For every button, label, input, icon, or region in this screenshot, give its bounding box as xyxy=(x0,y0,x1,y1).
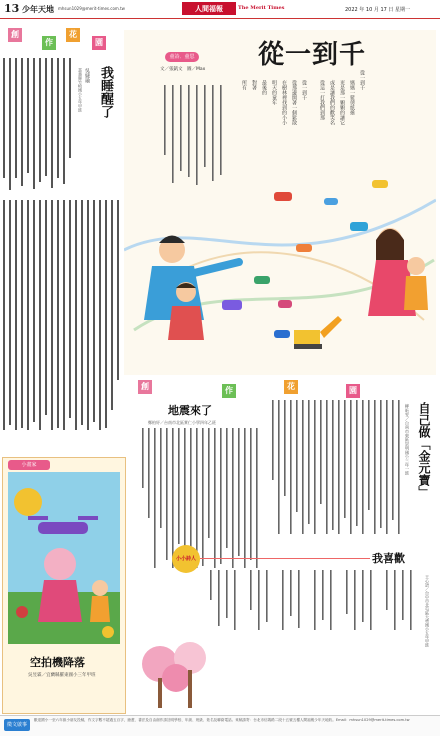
poem-line-12: 所有 xyxy=(241,80,247,90)
page-number: 13 xyxy=(4,2,20,15)
article-title-earthquake: 地震來了 xyxy=(168,404,212,417)
pink-trees-illustration xyxy=(138,640,218,712)
feature-title: 從一到千 xyxy=(258,40,367,70)
feature-byline: 文／張凱文 圖／Max xyxy=(160,67,206,72)
footer-badge: 徵文啟事 xyxy=(4,719,30,731)
poem-line-5: 從這一打我們到那 xyxy=(319,80,325,120)
article-body-gold xyxy=(264,400,404,540)
bottom-tag-4: 園 xyxy=(346,384,360,398)
poem-line-9: 明天的童年 xyxy=(271,80,277,105)
divider xyxy=(200,558,370,559)
article-school-wakeup: 嘉義縣竹崎國小五年甲班 xyxy=(78,68,83,112)
girl-figure xyxy=(404,257,428,310)
footer-notice: 歡迎國小一至六年級小朋友投稿，作文字數不超過五百字，繪畫、書法及自由創作請註明學校、年級、班級、姓名及聯絡電話。來稿請寄：台北市信義路二段十五號五樓人間福報少年天地收。Email：mhsun1029@merit-times.com.tw xyxy=(34,718,410,722)
poem-line-4: 或是讓我們的歡笑名 xyxy=(329,80,335,125)
article-author-earthquake: 鄭柏妤／台南市北區實仁小學四年乙班 xyxy=(148,420,216,425)
poem-body-left xyxy=(160,85,230,195)
article-author-wakeup: 吳婕瑜 xyxy=(84,68,90,83)
banner-tag-3: 花 xyxy=(66,28,80,42)
banner-tag-1: 創 xyxy=(8,28,22,42)
article-title-gold: 自己做「金元寶」 xyxy=(417,402,431,498)
article-body-ilike xyxy=(200,570,415,650)
feature-column-badge: 童詩．童思 xyxy=(165,52,199,62)
article-author-ilike: 王心語／台中市北屯區大勇國小五年甲班 xyxy=(425,575,430,647)
article-body-wakeup xyxy=(0,50,122,450)
art-author: 吳昱霖／宜蘭縣羅東國小三年甲班 xyxy=(28,673,96,678)
brand-logo: 人間福報 xyxy=(182,2,236,15)
issue-date: 2022 年 10 月 17 日 星期一 xyxy=(345,7,410,13)
poem-line-11: 對著 xyxy=(251,80,257,90)
banner-tag-4: 園 xyxy=(92,36,106,50)
poem-line-1: 從一到千 xyxy=(359,70,365,90)
little-poet-badge: 小小詩人 xyxy=(172,545,200,573)
article-title-wakeup: 我睡醒了 xyxy=(98,66,113,118)
artwork-drone-landing xyxy=(8,472,120,644)
article-body-earthquake xyxy=(140,428,262,578)
section-title: 少年天地 xyxy=(22,5,54,14)
article-author-gold: 柳昕雯／台南市東區崇明國小三年一班 xyxy=(405,404,410,476)
bottom-tag-2: 作 xyxy=(222,384,236,398)
art-badge: 小畫家 xyxy=(8,460,50,470)
poem-line-2: 媽媽一籃剪紙捲 xyxy=(349,80,355,115)
brand-english: The Merit Times xyxy=(238,5,285,11)
poem-line-7: 從那邊開著一個鬆散 xyxy=(291,80,297,125)
poem-line-6: 從一到千 xyxy=(301,80,307,100)
poem-line-8: 在樹林裡找到的小小 xyxy=(281,80,287,125)
poem-line-3: 更是那一顆顆的讓它 xyxy=(339,80,345,125)
art-title: 空拍機降落 xyxy=(30,656,85,669)
poem-line-10: 最後的 xyxy=(261,80,267,95)
bottom-tag-3: 花 xyxy=(284,380,298,394)
bottom-tag-1: 創 xyxy=(138,380,152,394)
article-title-ilike: 我喜歡 xyxy=(372,552,405,565)
section-email: mhsun1029@merit-times.com.tw xyxy=(58,6,125,11)
banner-tag-2: 作 xyxy=(42,36,56,50)
